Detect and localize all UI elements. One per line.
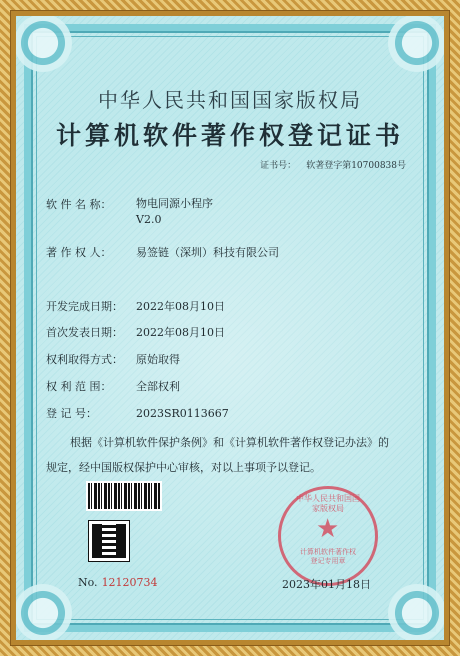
cert-no-label: 证书号： (260, 161, 297, 171)
reg-no-value: 2023SR0113667 (136, 407, 229, 420)
dev-date-label: 开发完成日期： (46, 300, 123, 313)
certificate-title: 计算机软件著作权登记证书 (55, 121, 404, 150)
software-name-value (136, 196, 213, 228)
statement-line-1: 根据《计算机软件保护条例》和《计算机软件著作权登记办法》的 (70, 436, 389, 449)
reg-no-row (46, 405, 229, 421)
pub-date-label: 首次发表日期： (46, 326, 123, 339)
issue-date: 2023年01月18日 (282, 578, 371, 591)
software-name: 物电同源小程序 (136, 197, 213, 210)
acq-method-label: 权利取得方式： (46, 353, 123, 366)
scope-label: 权 利 范 围： (46, 380, 112, 393)
dev-date-row (46, 298, 225, 314)
corner-ornament-bottom-right (382, 578, 444, 640)
scope-value: 全部权利 (136, 380, 180, 393)
statement-line-2: 规定，经中国版权保护中心审核，对以上事项予以登记。 (46, 461, 321, 474)
owner-row (46, 244, 279, 260)
acq-method-row (46, 351, 180, 367)
barcode-icon (86, 481, 162, 511)
dev-date-value: 2022年08月10日 (136, 300, 225, 313)
pub-date-value: 2022年08月10日 (136, 326, 225, 339)
software-name-row (46, 196, 136, 212)
seal-bottom-text: 计算机软件著作权登记专用章 (300, 548, 356, 565)
owner-label: 著 作 权 人： (46, 246, 112, 259)
software-version: V2.0 (136, 213, 162, 226)
issuing-authority: 中华人民共和国国家版权局 (98, 88, 362, 112)
serial-number (78, 576, 158, 589)
software-name-label: 软 件 名 称： (46, 198, 112, 211)
reg-no-label: 登 记 号： (46, 407, 97, 420)
scope-row (46, 378, 180, 394)
seal-star-icon: ★ (316, 514, 340, 544)
qr-code-icon (89, 521, 129, 561)
pub-date-row (46, 324, 225, 340)
cert-no-value: 软著登字第10700838号 (306, 161, 406, 171)
serial-no-label: No. (78, 576, 98, 589)
certificate-number (260, 158, 406, 171)
owner-value: 易签链（深圳）科技有限公司 (136, 246, 279, 259)
serial-no-value: 12120734 (101, 576, 158, 589)
seal-top-text: 中华人民共和国国家版权局 (296, 494, 360, 513)
acq-method-value: 原始取得 (136, 353, 180, 366)
certificate-paper (16, 16, 444, 640)
